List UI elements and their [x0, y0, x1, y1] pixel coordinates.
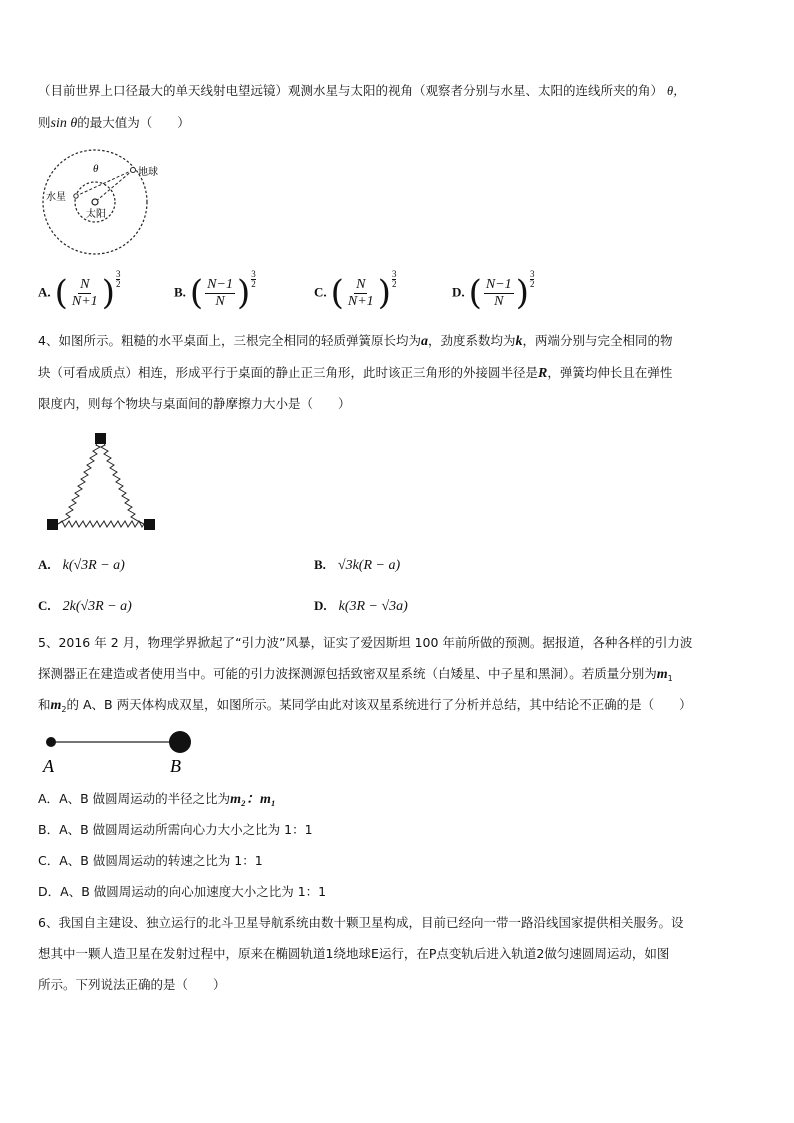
q4-line1: 4、如图所示。粗糙的水平桌面上，三根完全相同的轻质弹簧原长均为a，劲度系数均为k，两端分别与完全相同的物	[38, 333, 673, 349]
q5-line3: 和$m_2$的 A、B 两天体构成双星，如图所示。某同学由此对该双星系统进行了分析并总结，其中结论不正确的是（ ）	[38, 697, 692, 714]
q3-line2: 则sin θ的最大值为（ ）	[38, 115, 190, 131]
label-a: A	[43, 756, 54, 776]
block-left	[47, 519, 58, 530]
sun-label: 太阳	[86, 209, 106, 220]
q3-option-b[interactable]: B. ( $\frac{N-1}{N}$ ) 3 2	[174, 268, 256, 313]
spring-left	[58, 440, 100, 524]
earth-label: 地球	[138, 167, 158, 178]
q4-option-b[interactable]: B. √3k(R − a)	[314, 557, 401, 573]
q4-option-c[interactable]: C. 2k(√3R − a)	[38, 598, 132, 614]
q4-line2: 块（可看成质点）相连，形成平行于桌面的静止正三角形，此时该正三角形的外接圆半径是R，弹簧均伸长且在弹性	[38, 365, 673, 381]
earth-dot	[131, 168, 136, 173]
q5-option-d[interactable]: D．A、B 做圆周运动的向心加速度大小之比为 1：1	[38, 884, 327, 899]
q3-orbit-figure	[40, 146, 172, 266]
q5-option-b[interactable]: B．A、B 做圆周运动所需向心力大小之比为 1：1	[38, 822, 313, 837]
q3-option-d[interactable]: D. ( $\frac{N-1}{N}$ ) 3 2	[452, 268, 535, 313]
block-top	[95, 433, 106, 444]
spring-bottom	[58, 521, 144, 527]
q5-binary-star-figure	[38, 726, 198, 778]
q6-line1: 6、我国自主建设、独立运行的北斗卫星导航系统由数十颗卫星构成，目前已经向一带一路沿线国家提供相关服务。设	[38, 915, 684, 930]
label-b: B	[170, 756, 181, 776]
q5-option-a[interactable]: A．A、B 做圆周运动的半径之比为m₂：m₁	[38, 791, 276, 807]
block-right	[144, 519, 155, 530]
q3-line1: （目前世界上口径最大的单天线射电望远镜）观测水星与太阳的视角（观察者分别与水星、太阳的连线所夹的角） θ，	[38, 83, 686, 98]
star-b	[169, 731, 191, 753]
q5-line1: 5、2016 年 2 月，物理学界掀起了“引力波”风暴，证实了爱因斯坦 100 年前所做的预测。据报道，各种各样的引力波	[38, 635, 693, 650]
mercury-label: 水星	[46, 192, 66, 203]
q3-option-c[interactable]: C. ( $\frac{N}{N+1}$ ) 3 2	[314, 268, 397, 313]
spring-right	[101, 440, 144, 524]
q4-spring-triangle	[44, 428, 160, 532]
q5-option-c[interactable]: C．A、B 做圆周运动的转速之比为 1：1	[38, 853, 263, 868]
sun-dot	[92, 199, 98, 205]
theta-label: θ	[93, 163, 99, 175]
q4-option-a[interactable]: A. k(√3R − a)	[38, 557, 125, 573]
q3-option-a[interactable]: A. ( $\frac{N}{N+1}$ ) 3 2	[38, 268, 121, 313]
q4-line3: 限度内，则每个物块与桌面间的静摩擦力大小是（ ）	[38, 396, 351, 411]
mercury-dot	[74, 194, 78, 198]
q6-line2: 想其中一颗人造卫星在发射过程中，原来在椭圆轨道1绕地球E运行，在P点变轨后进入轨道2做匀速圆周运动，如图	[38, 946, 670, 961]
earth-mercury-line	[76, 170, 133, 196]
q5-line2: 探测器正在建造或者使用当中。可能的引力波探测源包括致密双星系统（白矮星、中子星和黑洞）。若质量分别为$m_1$	[38, 666, 673, 683]
q6-line3: 所示。下列说法正确的是（ ）	[38, 977, 226, 992]
earth-sun-line	[95, 170, 133, 202]
star-a	[46, 737, 56, 747]
q4-option-d[interactable]: D. k(3R − √3a)	[314, 598, 408, 614]
